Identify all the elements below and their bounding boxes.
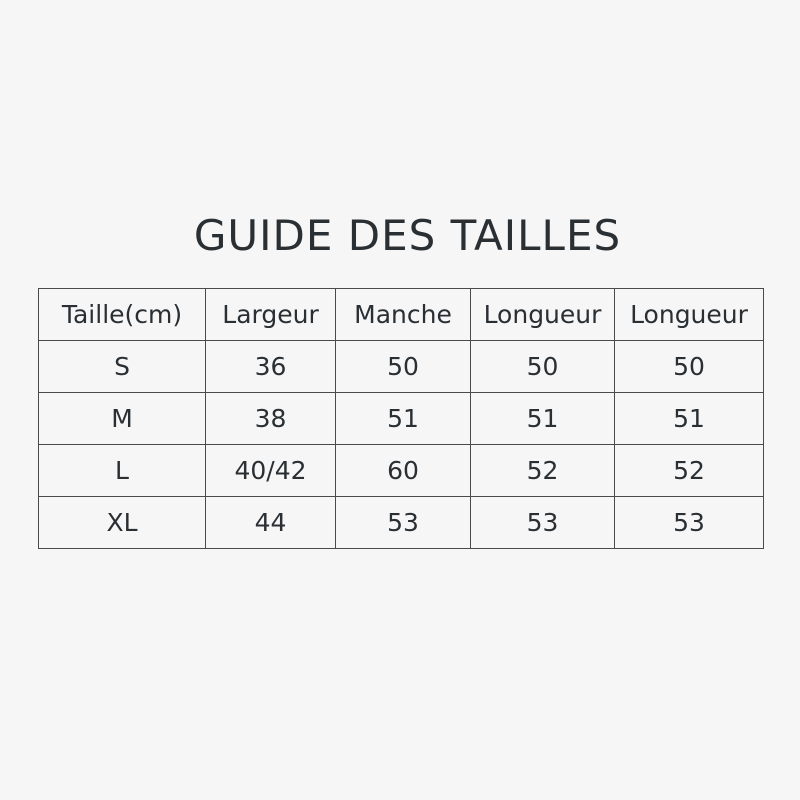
table-cell: 50	[471, 341, 615, 393]
table-row	[39, 341, 764, 393]
table-cell: 53	[471, 497, 615, 549]
table-row	[39, 497, 764, 549]
table-cell: L	[39, 445, 206, 497]
table-cell: 50	[336, 341, 471, 393]
table-cell: XL	[39, 497, 206, 549]
table-cell: M	[39, 393, 206, 445]
table-body	[39, 341, 764, 549]
table-cell: 40/42	[206, 445, 336, 497]
header-cell-length-2: Longueur	[615, 289, 764, 341]
table-cell: 51	[336, 393, 471, 445]
table-cell: 36	[206, 341, 336, 393]
table-cell: 53	[615, 497, 764, 549]
table-cell: 38	[206, 393, 336, 445]
table-cell: 52	[615, 445, 764, 497]
table-row	[39, 445, 764, 497]
table-cell: 44	[206, 497, 336, 549]
table-cell: 51	[471, 393, 615, 445]
header-cell-width: Largeur	[206, 289, 336, 341]
table-cell: 50	[615, 341, 764, 393]
table-cell: 53	[336, 497, 471, 549]
header-cell-length: Longueur	[471, 289, 615, 341]
table-header	[39, 289, 764, 341]
header-cell-sleeve: Manche	[336, 289, 471, 341]
table-cell: S	[39, 341, 206, 393]
table-cell: 60	[336, 445, 471, 497]
table-cell: 51	[615, 393, 764, 445]
table-row	[39, 393, 764, 445]
header-cell-size: Taille(cm)	[39, 289, 206, 341]
size-guide-table	[38, 288, 764, 549]
page-title: GUIDE DES TAILLES	[193, 211, 622, 260]
header-row	[39, 289, 764, 341]
table-cell: 52	[471, 445, 615, 497]
